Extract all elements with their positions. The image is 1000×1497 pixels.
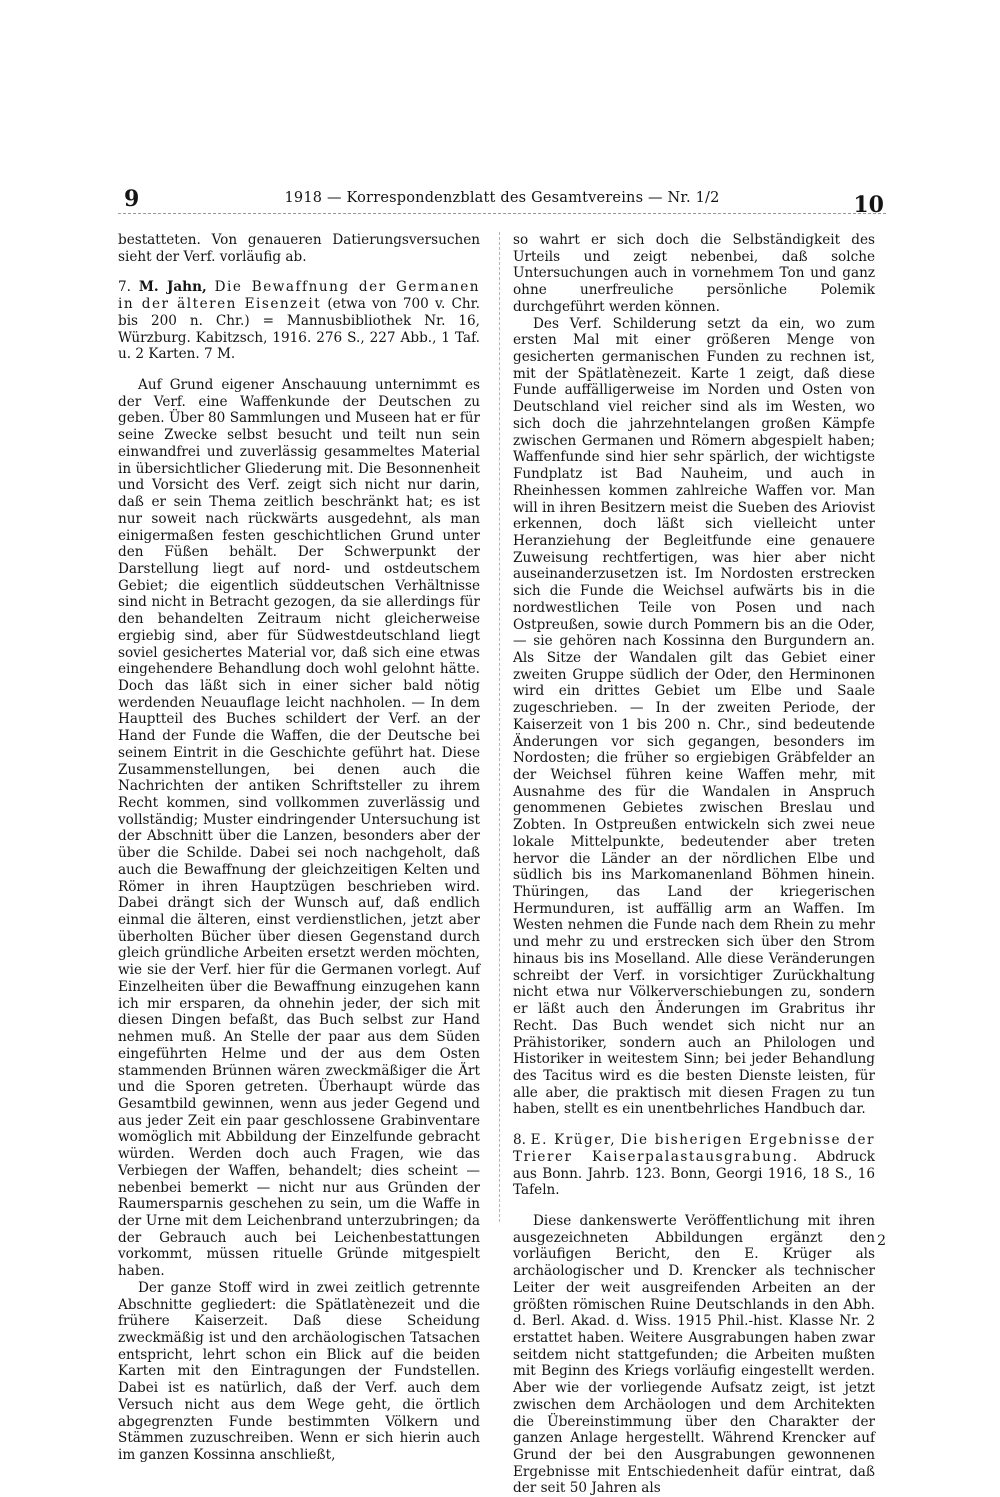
header-rule <box>118 213 886 214</box>
right-column <box>513 232 875 1497</box>
entry-number: 7. <box>118 279 131 296</box>
entry-author: M. Jahn, <box>138 279 207 296</box>
entry-title: Die bisherigen Ergebnisse der Trierer Kaiserpalastausgrabung. <box>513 1132 875 1165</box>
left-column <box>118 232 480 1464</box>
page-number-right: 10 <box>853 192 884 218</box>
body-paragraph: Diese dankenswerte Veröffentlichung mit ihren ausgezeichneten Abbildungen ergänzt den vorläufigen Bericht, den E. Krüger als archäologischer und D. Krencker als technischer Leiter der weit ausgreifenden Arbeiten an der größten römischen Ruine Deutschlands in den Abh. d. Berl. Akad. d. Wiss. 1915 Phil.-hist. Klasse Nr. 2 erstattet haben. Weitere Ausgrabungen haben zwar seitdem nicht stattgefunden; die Arbeiten mußten mit Beginn des Kriegs vorläufig eingestellt werden. Aber wie der vorliegende Aufsatz zeigt, ist jetzt zwischen dem Archäologen und dem Architekten die Übereinstimmung über den Charakter der ganzen Anlage hergestellt. Während Krencker auf Grund der bei den Ausgrabungen gewonnenen Ergebnisse mit Entschiedenheit dafür eintrat, daß der seit 50 Jahren als <box>513 1212 875 1497</box>
body-paragraph: Auf Grund eigener Anschauung unternimmt es der Verf. eine Waffenkunde der Deutschen zu geben. Über 80 Sammlungen und Museen hat er für seine Zwecke selbst besucht und teilt nun sein einwandfrei und zuverlässig gesammeltes Material in übersichtlicher Gliederung mit. Die Besonnenheit und Vorsicht des Verf. zeigt sich nicht nur darin, daß er sein Thema zeitlich beschränkt hat; es ist nur soweit nach rückwärts ausgedehnt, als man einigermaßen festen geschichtlichen Grund unter den Füßen behält. Der Schwerpunkt der Darstellung liegt auf nord- und ostdeutschem Gebiet; die eigentlich süddeutschen Verhältnisse sind nicht in Betracht gezogen, da sie allerdings für den behandelten Zeitraum nicht gleicherweise ergiebig sind, aber für Südwestdeutschland liegt soviel gesichertes Material vor, daß sich eine etwas eingehendere Behandlung doch wohl gelohnt hätte. Doch das läßt sich in einer sicher bald nötig werdenden Neuauflage leicht nachholen. — In dem Hauptteil des Buches schildert der Verf. an der Hand der Funde die Waffen, die der Deutsche bei seinem Eintrit in die Geschichte geführt hat. Diese Zusammenstellungen, bei denen auch die Nachrichten der antiken Schriftsteller zu ihrem Recht kommen, sind vollkommen zuverlässig und vollständig; Muster eindringender Untersuchung ist der Abschnitt über die Lanzen, besonders aber der über die Schilde. Dabei sei noch nachgeholt, daß auch die Bewaffnung der gleichzeitigen Kelten und Römer in ihren Hauptzügen beschrieben wird. Dabei drängt sich der Wunsch auf, daß endlich einmal die älteren, einst verdienstlichen, jetzt aber überholten Bücher über diesen Gegenstand durch gleich gründliche Arbeiten ersetzt werden möchten, wie sie der Verf. hier für die Germanen vorlegt. Auf Einzelheiten über die Bewaffnung einzugehen kann ich mir ersparen, da ohnehin jeder, der sich mit diesen Dingen befaßt, das Buch selbst zur Hand nehmen muß. An Stelle der paar aus dem Süden eingeführten Helme und der aus dem Osten stammenden Brünnen wären zweckmäßiger die Ärt und die Sporen getreten. Überhaupt würde das Gesamtbild gewinnen, wenn aus jeder Gegend und aus jeder Zeit ein paar geschlossene Grabinventare womöglich mit Abbildung der Einzelfunde gebracht würden. Werden doch auch Fragen, wie das Verbiegen der Waffen, behandelt; dies scheint — nebenbei bemerkt — nicht nur aus Gründen der Raumersparnis geschehen zu sein, um die Waffe in der Urne mit dem Leichenbrand unterzubringen; da der Gebrauch auch bei Leichenbestattungen vorkommt, müssen rituelle Gründe mitgespielt haben. <box>118 377 480 1280</box>
review-entry-7 <box>118 279 480 363</box>
continued-paragraph: so wahrt er sich doch die Selbständigkeit des Urteils und zeigt nebenbei, daß solche Untersuchungen auch in vornehmem Ton und ganz ohne unerfreuliche persönliche Polemik durchgeführt werden können. <box>513 232 875 315</box>
page-number-left: 9 <box>124 186 140 212</box>
entry-details: (etwa von 700 v. Chr. bis 200 n. Chr.) = Mannusbibliothek Nr. 16, Würzburg. Kabitzsch, 1916. 276 S., 227 Abb., 1 Taf. u. 2 Karten. 7 M. <box>118 296 480 363</box>
body-paragraph: Des Verf. Schilderung setzt da ein, wo zum ersten Mal mit einer größeren Menge von gesicherten germanischen Funden zu rechnen ist, mit der Spätlatènezeit. Karte 1 zeigt, daß diese Funde auffälligerweise im Norden und Osten von Deutschland viel reicher sind als im Westen, wo sich doch die jahrzehntelangen großen Kämpfe zwischen Germanen und Römern abgespielt haben; Waffenfunde sind hier sehr spärlich, der wichtigste Fundplatz ist Bad Nauheim, und auch in Rheinhessen kommen zahlreiche Waffen vor. Man will in ihren Besitzern meist die Sueben des Ariovist erkennen, doch läßt sich vielleicht unter Heranziehung der Begleitfunde eine genauere Zuweisung rechtfertigen, was hier aber nicht auseinanderzusetzen ist. Im Nordosten erstrecken sich die Funde die Weichsel aufwärts bis in die nordwestlichen Teile von Posen und nach Ostpreußen, sowie durch Pommern bis an die Oder, — sie gehören nach Kossinna den Burgundern an. Als Sitze der Wandalen gilt das Gebiet einer zweiten Gruppe südlich der Oder, den Herminonen wird ein drittes Gebiet um Elbe und Saale zugeschrieben. — In der zweiten Periode, der Kaiserzeit von 1 bis 200 n. Chr., sind bedeutende Änderungen vor sich gegangen, besonders im Nordosten; die früher so ergiebigen Gräbfelder an der Weichsel führen keine Waffen mehr, mit Ausnahme des für die Wandalen in Anspruch genommenen Gebietes zwischen Breslau und Zobten. In Ostpreußen entwickeln sich zwei neue lokale Mittelpunkte, bedeutender aber treten hervor die Länder an der nördlichen Elbe und südlich bis ins Markomanenland Böhmen hinein. Thüringen, das Land der kriegerischen Hermunduren, ist auffällig arm an Waffen. Im Westen nehmen die Funde nach dem Rhein zu mehr und mehr zu und erstrecken sich über den Strom hinaus bis ins Moselland. Alle diese Veränderungen schreibt der Verf. in vorsichtiger Zurückhaltung nicht etwa nur Völkerverschiebungen zu, sondern er läßt auch den Änderungen im Grabritus ihr Recht. Das Buch wendet sich nicht nur an Prähistoriker, sondern auch an Philologen und Historiker in weitestem Sinn; bei jeder Behandlung des Tacitus wird es die besten Dienste leisten, für alle aber, die praktisch mit diesen Fragen zu tun haben, stellt es ein unentbehrliches Handbuch dar. <box>513 315 875 1118</box>
intro-paragraph: bestatteten. Von genaueren Datierungsversuchen sieht der Verf. vorläufig ab. <box>118 232 480 265</box>
review-entry-8 <box>513 1132 875 1199</box>
body-paragraph: Der ganze Stoff wird in zwei zeitlich getrennte Abschnitte gegliedert: die Spätlatènezeit und die frühere Kaiserzeit. Daß diese Scheidung zweckmäßig ist und den archäologischen Tatsachen entspricht, lehrt schon ein Blick auf die beiden Karten mit den Eintragungen der Fundstellen. Dabei ist es natürlich, daß der Verf. auch dem Versuch nicht aus dem Wege geht, die örtlich abgegrenzten Funde bestimmten Völkern und Stämmen zuzuschreiben. Wenn er sich hierin auch im ganzen Kossinna anschließt, <box>118 1279 480 1464</box>
signature-mark: 2 <box>877 1233 886 1249</box>
page-header <box>118 186 886 218</box>
running-head: 1918 — Korrespondenzblatt des Gesamtvereins — Nr. 1/2 <box>284 190 720 206</box>
entry-author: E. Krüger, <box>530 1132 617 1149</box>
entry-title: Die Bewaffnung der Germanen in der älteren Eisenzeit <box>118 279 480 313</box>
entry-details: Abdruck aus Bonn. Jahrb. 123. Bonn, Georgi 1916, 18 S., 16 Tafeln. <box>513 1148 875 1199</box>
column-divider <box>499 232 500 1222</box>
entry-number: 8. <box>513 1132 526 1149</box>
